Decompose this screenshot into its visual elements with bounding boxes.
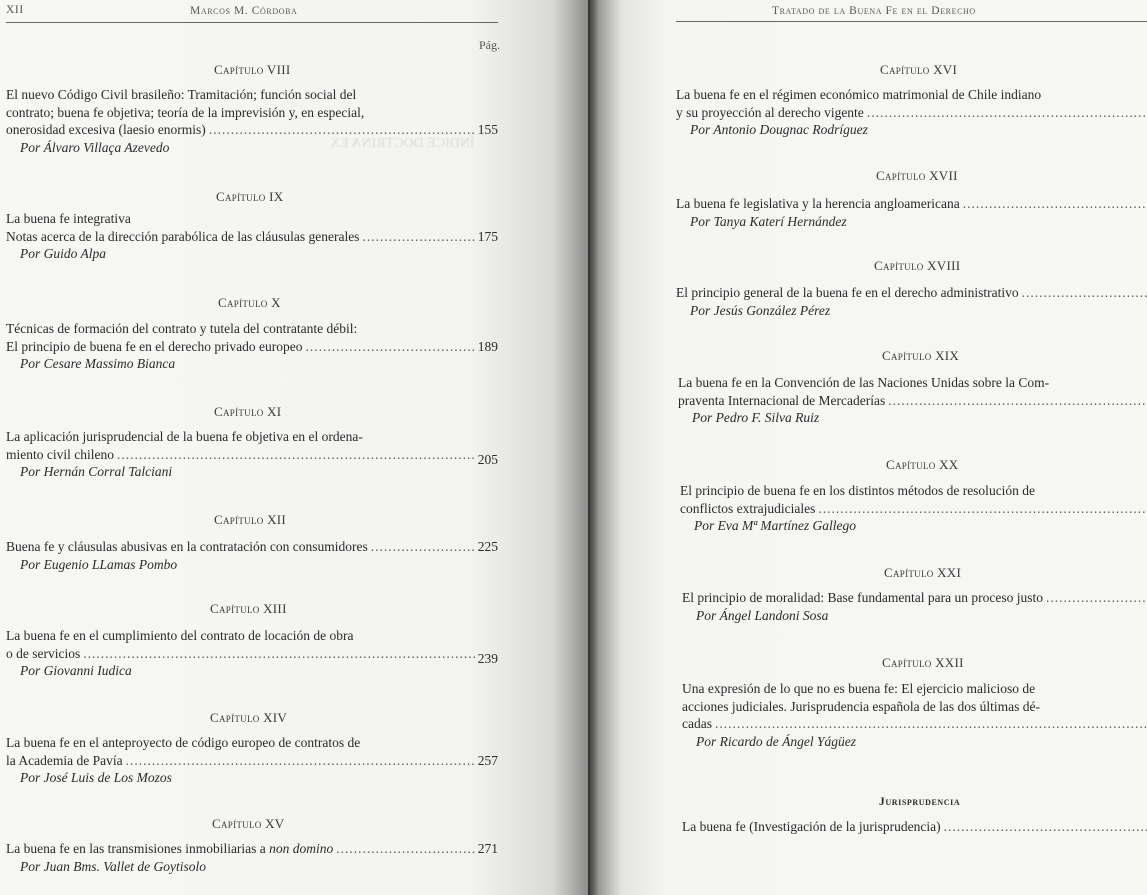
chapter-label: Capítulo IX (216, 189, 284, 204)
toc-entry (6, 734, 498, 787)
header-rule (6, 22, 498, 23)
entry-author: Por Eva Mª Martínez Gallego (694, 518, 856, 533)
entry-title-line: cadas (682, 716, 712, 731)
dot-leader (1046, 589, 1147, 607)
entry-author: Por Jesús González Pérez (690, 302, 831, 318)
running-head-right: Tratado de la Buena Fe en el Derecho (772, 5, 976, 17)
entry-author: Por Tanya Katerí Hernández (690, 213, 847, 229)
toc-entry (680, 482, 1147, 535)
bleed-through-text: ÍNDICE DOCTRINA EX (330, 136, 475, 151)
dot-leader (888, 392, 1147, 410)
entry-title-line: Notas acerca de la dirección parabólica de las cláusulas generales (6, 228, 360, 244)
entry-title-line: El principio general de la buena fe en el derecho administrativo (676, 285, 1019, 300)
entry-page: 205 (477, 451, 498, 467)
dot-leader (306, 338, 475, 356)
entry-author: Por Ángel Landoni Sosa (696, 607, 829, 623)
entry-title-line: El principio de buena fe en los distintos métodos de resolución de (680, 483, 1036, 498)
entry-title-line: La buena fe en el anteproyecto de código europeo de contratos de (6, 735, 361, 750)
chapter-label: Capítulo VIII (214, 62, 291, 77)
running-head-left: Marcos M. Córdoba (190, 5, 298, 17)
entry-author: Por Guido Alpa (20, 246, 107, 261)
entry-title-line: La aplicación jurisprudencial de la buena fe objetiva en el ordena- (6, 429, 363, 444)
entry-title-line: La buena fe en el régimen económico matrimonial de Chile indiano (676, 87, 1042, 102)
entry-title-line: La buena fe (Investigación de la jurisprudencia) (682, 819, 941, 834)
entry-title-line: la Academia de Pavía (6, 752, 123, 768)
chapter-label: Capítulo X (218, 295, 281, 310)
entry-title-line: Buena fe y cláusulas abusivas en la contratación con consumidores (6, 539, 368, 554)
dot-leader (371, 538, 475, 556)
entry-title-line: praventa Internacional de Mercaderías (678, 392, 886, 408)
chapter-label: Capítulo XVIII (874, 258, 961, 273)
entry-page: 239 (477, 650, 498, 666)
right-page (588, 0, 1147, 895)
pag-label: Pág. (479, 38, 500, 52)
entry-title-line: El principio de moralidad: Base fundamental para un proceso justo (682, 590, 1044, 605)
dot-leader (117, 446, 475, 464)
toc-entry (6, 86, 498, 156)
entry-title-line: La buena fe legislativa y la herencia angloamericana (676, 196, 960, 211)
entry-title-line: El principio de buena fe en el derecho privado europeo (6, 338, 303, 354)
dot-leader (818, 500, 1147, 518)
entry-title-line: La buena fe en las transmisiones inmobiliarias a non domino (6, 841, 334, 856)
entry-title-line: Técnicas de formación del contrato y tutela del contratante débil: (6, 321, 358, 336)
page-number: XII (6, 4, 24, 16)
entry-title-line: y su proyección al derecho vigente (676, 104, 864, 120)
entry-title-line: La buena fe integrativa (6, 211, 131, 226)
entry-title-line: Una expresión de lo que no es buena fe: El ejercicio malicioso de (682, 681, 1036, 696)
entry-page: 225 (477, 539, 498, 554)
dot-leader (715, 715, 1147, 733)
toc-entry (6, 320, 498, 373)
header-rule (676, 21, 1147, 22)
entry-page: 189 (477, 338, 498, 354)
toc-entry (682, 589, 1147, 624)
entry-author: Por Juan Bms. Vallet de Goytisolo (20, 858, 206, 874)
toc-entry (6, 627, 498, 680)
toc-entry (682, 680, 1147, 750)
entry-author: Por Antonio Dougnac Rodríguez (690, 122, 868, 137)
entry-author: Por Giovanni Iudica (20, 663, 132, 678)
entry-author: Por Eugenio LLamas Pombo (20, 556, 178, 572)
entry-page: 271 (477, 841, 498, 856)
chapter-label: Capítulo XXII (882, 655, 964, 670)
dot-leader (944, 818, 1147, 836)
entry-title-line: El nuevo Código Civil brasileño: Tramitación; función social del (6, 87, 357, 102)
entry-author: Por Cesare Massimo Bianca (20, 356, 176, 371)
entry-title-line: acciones judiciales. Jurisprudencia española de las dos últimas dé- (682, 698, 1041, 714)
toc-entry (6, 210, 498, 263)
entry-page: 257 (477, 752, 498, 768)
entry-title-line: La buena fe en el cumplimiento del contrato de locación de obra (6, 628, 354, 643)
toc-entry (676, 195, 1147, 230)
entry-title-line: La buena fe en la Convención de las Naciones Unidas sobre la Com- (678, 375, 1050, 390)
entry-author: Por Hernán Corral Talciani (20, 464, 173, 479)
entry-author: Por José Luis de Los Mozos (20, 770, 172, 785)
entry-title-line: o de servicios (6, 645, 81, 661)
dot-leader (336, 840, 474, 858)
dot-leader (963, 195, 1147, 213)
dot-leader (362, 228, 474, 246)
entry-title-line: onerosidad excesiva (laesio enormis) (6, 122, 206, 137)
entry-title-line: miento civil chileno (6, 446, 114, 462)
toc-entry (682, 818, 1147, 836)
dot-leader (867, 104, 1147, 122)
chapter-label: Capítulo XII (214, 512, 287, 527)
jurisprudencia-heading: Jurisprudencia (879, 796, 961, 808)
entry-page: 155 (477, 122, 498, 137)
toc-entry (6, 428, 498, 481)
toc-entry (676, 284, 1147, 319)
dot-leader (83, 645, 475, 663)
toc-entry (678, 374, 1147, 427)
toc-entry (6, 840, 498, 875)
chapter-label: Capítulo XXI (884, 565, 962, 580)
dot-leader (209, 121, 475, 139)
toc-entry (6, 538, 498, 573)
chapter-label: Capítulo XI (214, 404, 282, 419)
entry-author: Por Álvaro Villaça Azevedo (20, 139, 170, 155)
dot-leader (126, 752, 475, 770)
entry-title-line: contrato; buena fe objetiva; teoría de la imprevisión y, en especial, (6, 104, 365, 120)
dot-leader (1022, 284, 1147, 302)
chapter-label: Capítulo XIV (210, 710, 288, 725)
chapter-label: Capítulo XV (212, 816, 285, 831)
entry-title-line: conflictos extrajudiciales (680, 500, 816, 516)
toc-entry (676, 86, 1147, 139)
chapter-label: Capítulo XVII (876, 168, 958, 183)
entry-author: Por Ricardo de Ángel Yágüez (696, 733, 856, 749)
chapter-label: Capítulo XX (886, 457, 959, 472)
entry-page: 175 (477, 228, 498, 244)
entry-author: Por Pedro F. Silva Ruiz (692, 410, 820, 425)
chapter-label: Capítulo XIII (210, 601, 287, 616)
chapter-label: Capítulo XVI (880, 62, 958, 77)
chapter-label: Capítulo XIX (882, 348, 960, 363)
